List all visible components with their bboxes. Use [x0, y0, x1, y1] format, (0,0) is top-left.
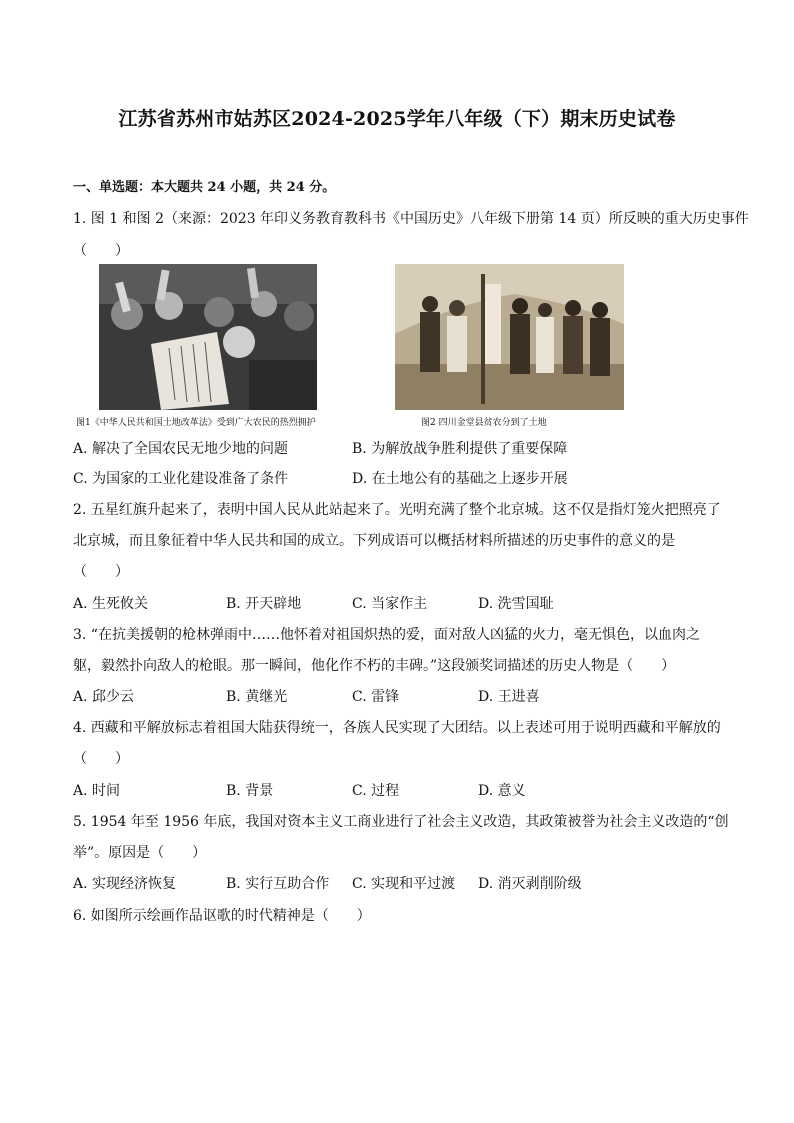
question-5-stem-line-1: 5. 1954 年至 1956 年底，我国对资本主义工商业进行了社会主义改造，其政策被誉为社会主义改造的“创: [73, 814, 729, 830]
option-b[interactable]: B. 背景: [226, 783, 274, 799]
option-c[interactable]: C. 为国家的工业化建设准备了条件: [73, 471, 289, 487]
figure-2-photo: [395, 264, 624, 410]
option-d[interactable]: D. 王进喜: [478, 689, 540, 705]
question-2-stem-line-3: （ ）: [73, 564, 129, 580]
question-3-stem-line-1: 3. “在抗美援朝的枪林弹雨中……他怀着对祖国炽热的爱，面对敌人凶猛的火力，毫无惧色，以血肉之: [73, 627, 700, 643]
question-3-stem-line-2: 躯，毅然扑向敌人的枪眼。那一瞬间，他化作不朽的丰碑。”这段颁奖词描述的历史人物是（ ）: [73, 658, 676, 674]
question-4-stem-line-1: 4. 西藏和平解放标志着祖国大陆获得统一，各族人民实现了大团结。以上表述可用于说明西藏和平解放的: [73, 720, 721, 736]
page-title: 江苏省苏州市姑苏区2024-2025学年八年级（下）期末历史试卷: [118, 108, 676, 130]
option-a[interactable]: A. 生死攸关: [73, 596, 149, 612]
option-b[interactable]: B. 黄继光: [226, 689, 288, 705]
question-2-stem-line-1: 2. 五星红旗升起来了，表明中国人民从此站起来了。光明充满了整个北京城。这不仅是指灯笼火把照亮了: [73, 502, 721, 518]
option-a[interactable]: A. 实现经济恢复: [73, 876, 177, 892]
question-2-stem-line-2: 北京城，而且象征着中华人民共和国的成立。下列成语可以概括材料所描述的历史事件的意义的是: [73, 533, 675, 549]
question-1-stem-line-1: 1. 图 1 和图 2（来源：2023 年印义务教育教科书《中国历史》八年级下册第 14 页）所反映的重大历史事件: [73, 211, 749, 227]
figure-2-caption: 图2 四川金堂县贫农分到了土地: [421, 418, 547, 428]
option-c[interactable]: C. 实现和平过渡: [352, 876, 456, 892]
option-c[interactable]: C. 过程: [352, 783, 400, 799]
option-c[interactable]: C. 当家作主: [352, 596, 428, 612]
question-6-stem-line-1: 6. 如图所示绘画作品讴歌的时代精神是（ ）: [73, 908, 371, 924]
option-d[interactable]: D. 在土地公有的基础之上逐步开展: [352, 471, 568, 487]
figure-1-caption: 图1《中华人民共和国土地改革法》受到广大农民的热烈拥护: [76, 418, 316, 428]
option-b[interactable]: B. 实行互助合作: [226, 876, 330, 892]
option-b[interactable]: B. 开天辟地: [226, 596, 302, 612]
option-d[interactable]: D. 消灭剥削阶级: [478, 876, 582, 892]
option-d[interactable]: D. 洗雪国耻: [478, 596, 554, 612]
figure-1-photo: [99, 264, 317, 410]
section-heading: 一、单选题：本大题共 24 小题，共 24 分。: [73, 180, 336, 195]
question-4-stem-line-2: （ ）: [73, 751, 129, 767]
question-1-stem-line-2: （ ）: [73, 243, 129, 259]
option-c[interactable]: C. 雷锋: [352, 689, 400, 705]
question-5-stem-line-2: 举”。原因是（ ）: [73, 845, 207, 861]
option-d[interactable]: D. 意义: [478, 783, 526, 799]
option-a[interactable]: A. 时间: [73, 783, 121, 799]
option-a[interactable]: A. 邱少云: [73, 689, 135, 705]
option-a[interactable]: A. 解决了全国农民无地少地的问题: [73, 441, 289, 457]
option-b[interactable]: B. 为解放战争胜利提供了重要保障: [352, 441, 568, 457]
